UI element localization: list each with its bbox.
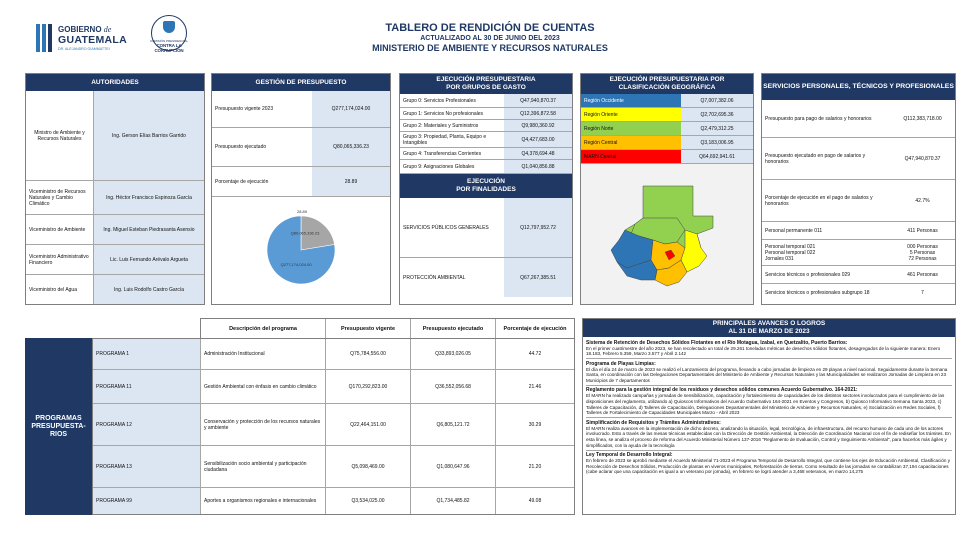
region-row bbox=[581, 94, 753, 108]
presupuesto-ejecutado-label: Presupuesto ejecutado bbox=[215, 144, 267, 150]
region-label: Región Oriente bbox=[581, 108, 681, 121]
programa-name: PROGRAMA 12 bbox=[93, 404, 201, 445]
servicios-pago-value: Q112,383,718.00 bbox=[903, 115, 942, 122]
programas-header-row bbox=[200, 318, 575, 338]
region-value: Q2,702,695.36 bbox=[681, 108, 753, 121]
grupo-gasto-value: Q4,378,694.48 bbox=[504, 148, 572, 159]
programa-desc: Sensibilización socio ambiental y participación ciudadana bbox=[201, 446, 326, 487]
avance-body: El MARN realiza avances en la implementación de dicho decreto, analizando la situación, legal, tecnológica, de infraestructura, del recurso humano de cada uno de los actores involucrado. Esto a través de las mesas técnicas establecidas con la Dirección de Gestión Ambiental, la Dirección de Coordinación Nacional con el fin de redisefiar los trámites. En esta línea, se analiza el proceso de reforma del Acuerdo Ministerial Número 137-2016 "Reglamento de Evaluación, Control y Seguimiento Ambiental", para hacerlos más ágiles y simplificados, con la ayuda de la tecnología bbox=[586, 425, 951, 448]
servicios-ejecutado-row bbox=[762, 138, 955, 180]
grupo-gasto-value: Q47,940,870.37 bbox=[504, 94, 572, 107]
avances-panel bbox=[582, 318, 956, 515]
servicios-header: SERVICIOS PERSONALES, TÉCNICOS Y PROFESIONALES bbox=[762, 74, 955, 100]
autoridades-header: AUTORIDADES bbox=[26, 74, 204, 91]
servicios-temporal-row bbox=[762, 240, 955, 266]
finalidad-value: Q12,797,952.72 bbox=[504, 198, 572, 257]
autoridad-cargo: Viceministro del Agua bbox=[26, 275, 94, 304]
avance-heading: Simplificación de Requisitos y Trámites Administrativos: bbox=[586, 419, 721, 426]
finalidad-value: Q67,267,385.51 bbox=[504, 258, 572, 297]
programas-side-label: PROGRAMAS PRESUPUESTA-RIOS bbox=[25, 338, 92, 515]
presupuesto-ejecutado-value: Q80,065,336.23 bbox=[312, 128, 390, 166]
servicios-tecnicos-label: Servicios técnicos o profesionales 029 bbox=[765, 271, 851, 278]
grupo-gasto-row bbox=[400, 132, 572, 148]
logo-gov-line2: GUATEMALA bbox=[58, 34, 127, 46]
programa-ejecutado: Q1,080,647.96 bbox=[411, 446, 496, 487]
columns-icon bbox=[36, 24, 54, 52]
avance-body: En febrero de 2023 se aprobó mediante el Acuerdo Ministerial 71-2023 el Programa Temporal de Desarrollo Integral, que contiene los ejes de Educación Ambiental, Clasificación y Recolección de Desechos Sólidos, Producción de plantas en viveros municipales, Reforestación de tierras. Como resultado de las jornadas se contabilizan 37,194 capacitaciones (cabe aclarar que una capacitación es igual a un veterano por jornada), en febrero se logró atender a 3,468 veteranos, en marzo 14,275 bbox=[586, 458, 951, 475]
geografica-title-2: CLASIFICACIÓN GEOGRÁFICA bbox=[618, 84, 716, 91]
avance-body: El MARN ha realizado campañas y jornadas de sensibilización, capacitación y fortalecimiento de capacidades de los distintos sectores involucrados para el cumplimiento de las disposiciones del reglamento, utilizando a) Quioscos Informativos del Acuerdo Gubernativo 164-2021 en Eventos y Congresos, b) Quiosco Informativo Semana Santa 2023, c) Talleres de Capacitación, d) Talleres de Capacitación, Delegaciones Departamentales del Ministerio de Ambiente y Recursos Naturales, e) Socialización en Redes Sociales, f) Talleres de Fortalecimiento de Capacidades Municipales Marzo - Abril 2023 bbox=[586, 393, 945, 416]
grupos-gasto-list bbox=[400, 94, 572, 174]
servicios-subgrupo-label: Servicios técnicos o profesionales subgrupo 18 bbox=[765, 290, 870, 296]
servicios-temporal-value-1: 000 Personas bbox=[907, 243, 938, 250]
servicios-porcentaje-row bbox=[762, 180, 955, 222]
programa-name: PROGRAMA 13 bbox=[93, 446, 201, 487]
avances-title-1: PRINCIPALES AVANCES O LOGROS bbox=[712, 320, 826, 327]
autoridad-row bbox=[26, 181, 204, 215]
autoridad-cargo: Viceministro de Recursos Naturales y Cambio Climático bbox=[26, 181, 94, 214]
programa-name: PROGRAMA 11 bbox=[93, 370, 201, 403]
grupo-gasto-label: Grupo 9: Asignaciones Globales bbox=[403, 163, 475, 170]
pie-label-ejecutado: Q80,065,336.23 bbox=[290, 230, 320, 236]
guatemala-map-icon bbox=[581, 164, 753, 304]
pie-label-top: 28.89 bbox=[297, 209, 308, 214]
region-row bbox=[581, 150, 753, 164]
grupo-gasto-row bbox=[400, 108, 572, 120]
programa-ejecutado: Q36,552,056.68 bbox=[411, 370, 496, 403]
region-value: Q2,479,312.25 bbox=[681, 122, 753, 135]
programas-header-vigente: Presupuesto vigente bbox=[326, 319, 411, 338]
servicios-permanente-row bbox=[762, 222, 955, 240]
geografica-title-1: EJECUCIÓN PRESUPUESTARIA POR bbox=[609, 76, 725, 83]
servicios-ejecutado-label: Presupuesto ejecutado en pago de salarios y honorarios bbox=[765, 152, 866, 165]
servicios-ejecutado-value: Q47,940,870.37 bbox=[904, 155, 941, 162]
programa-ejecutado: Q6,805,121.72 bbox=[411, 404, 496, 445]
programa-row bbox=[93, 404, 574, 446]
servicios-permanente-value: 411 Personas bbox=[907, 227, 938, 234]
programa-desc: Aportes a organismos regionales e internacionales bbox=[201, 488, 326, 514]
servicios-permanente-label: Personal permanente 011 bbox=[765, 227, 823, 234]
finalidad-label: SERVICIOS PÚBLICOS GENERALES bbox=[403, 224, 489, 231]
presupuesto-porcentaje-row bbox=[212, 167, 390, 197]
presupuesto-porcentaje-label: Porcentaje de ejecución bbox=[215, 178, 269, 185]
programa-row bbox=[93, 339, 574, 370]
servicios-panel bbox=[761, 73, 956, 305]
guatemala-map bbox=[581, 164, 753, 304]
logo-gov-de: de bbox=[103, 25, 112, 34]
servicios-subgrupo-row bbox=[762, 284, 955, 302]
autoridades-list bbox=[26, 91, 204, 304]
grupo-gasto-value: Q9,980,360.92 bbox=[504, 120, 572, 131]
autoridades-panel bbox=[25, 73, 205, 305]
page-subtitle: ACTUALIZADO AL 30 DE JUNIO DEL 2023 bbox=[420, 35, 560, 42]
programas-header-ejecutado: Presupuesto ejecutado bbox=[411, 319, 496, 338]
region-row bbox=[581, 136, 753, 150]
programa-pct: 44.72 bbox=[528, 351, 542, 357]
servicios-subgrupo-value: 7 bbox=[921, 290, 924, 296]
presupuesto-vigente-row bbox=[212, 91, 390, 128]
grupos-gasto-title-2: POR GRUPOS DE GASTO bbox=[446, 84, 526, 91]
grupo-gasto-label: Grupo 3: Propiedad, Planta, Equipo e Intangibles bbox=[403, 133, 487, 146]
presupuesto-panel bbox=[211, 73, 391, 305]
autoridad-row bbox=[26, 91, 204, 181]
programa-row bbox=[93, 446, 574, 488]
programas-table bbox=[92, 338, 575, 515]
geografica-list bbox=[581, 94, 753, 164]
servicios-porcentaje-value: 42.7% bbox=[915, 197, 930, 204]
programa-pct: 21.20 bbox=[528, 463, 542, 470]
region-value: Q64,692,941.61 bbox=[681, 150, 753, 163]
ministry-title: MINISTERIO DE AMBIENTE Y RECURSOS NATURALES bbox=[372, 43, 608, 53]
servicios-temporal-label-1: Personal temporal 021 bbox=[765, 243, 816, 250]
avance-item bbox=[586, 386, 952, 418]
finalidad-row bbox=[400, 258, 572, 297]
programa-ejecutado: Q1,734,485.82 bbox=[411, 488, 496, 514]
servicios-temporal-value-2: 5 Personas bbox=[909, 249, 936, 256]
avance-item bbox=[586, 338, 952, 359]
programa-vigente: Q170,292,823.00 bbox=[326, 370, 411, 403]
region-row bbox=[581, 122, 753, 136]
servicios-pago-label: Presupuesto para pago de salarios y honorarios bbox=[765, 115, 872, 122]
autoridad-row bbox=[26, 215, 204, 245]
avance-item bbox=[586, 418, 952, 450]
programa-ejecutado: Q33,893,026.05 bbox=[411, 339, 496, 369]
budget-pie-chart bbox=[212, 197, 390, 303]
grupos-gasto-title-1: EJECUCIÓN PRESUPUESTARIA bbox=[436, 76, 536, 83]
pie-label-vigente: Q277,174,024.00 bbox=[280, 262, 312, 268]
page-title: TABLERO DE RENDICIÓN DE CUENTAS bbox=[385, 22, 595, 34]
region-value: Q3,183,006.95 bbox=[681, 136, 753, 149]
shield-icon bbox=[163, 21, 175, 33]
servicios-temporal-label-3: Jornales 031 bbox=[765, 255, 794, 262]
avance-body: El día el día 24 de marzo de 2023 se realizó el Lanzamiento del programa, llevando a cabo jornadas de limpieza en 29 playas a nivel nacional. Seguidamente durante la Semana Santa, en coordinación con las Delegaciones Departamentales del Ministerio de Ambiente y Recursos Naturales y las Municipalidades se realizaron Jornadas de Limpieza en 23 Municipios de 7 departamentos bbox=[586, 366, 948, 383]
grupo-gasto-label: Grupo 1: Servicios No profesionales bbox=[403, 110, 484, 117]
avance-heading: Sistema de Retención de Desechos Sólidos Flotantes en el Río Motagua, Izabal, en Quetzalito, Puerto Barrios: bbox=[586, 339, 848, 346]
logo-comm-line2: CONTRA LA CORRUPCIÓN bbox=[154, 43, 184, 53]
programa-name: PROGRAMA 1 bbox=[93, 339, 201, 369]
avances-title-2: AL 31 DE MARZO DE 2023 bbox=[728, 328, 810, 335]
servicios-tecnicos-row bbox=[762, 266, 955, 284]
autoridad-cargo: Ministro de Ambiente y Recursos Naturales bbox=[26, 91, 94, 180]
presupuesto-header: GESTIÓN DE PRESUPUESTO bbox=[212, 74, 390, 91]
programa-desc: Administración Institucional bbox=[201, 339, 326, 369]
presupuesto-ejecutado-row bbox=[212, 128, 390, 167]
government-logo bbox=[36, 22, 136, 54]
geografica-header bbox=[581, 74, 753, 94]
programa-vigente: Q22,464,151.00 bbox=[326, 404, 411, 445]
grupo-gasto-value: Q1,040,856.88 bbox=[504, 160, 572, 173]
grupos-gasto-panel bbox=[399, 73, 573, 305]
region-value: Q7,007,382.06 bbox=[681, 94, 753, 107]
avance-item bbox=[586, 359, 952, 386]
avances-header bbox=[583, 319, 955, 337]
autoridad-nombre: Ing. Héctor Francisco Espinoza García bbox=[94, 181, 204, 214]
avance-heading: Reglamento para la gestión integral de los residuos y desechos sólidos comunes Acuerdo Gubernativo. 164-2021: bbox=[586, 387, 858, 394]
grupo-gasto-row bbox=[400, 94, 572, 108]
finalidades-title-2: POR FINALIDADES bbox=[456, 186, 516, 193]
servicios-porcentaje-label: Porcentaje de ejecución en el pago de salarios y honorarios bbox=[765, 194, 873, 207]
programa-desc: Gestión Ambiental con énfasis en cambio climático bbox=[201, 370, 326, 403]
finalidades-title-1: EJECUCIÓN bbox=[467, 178, 505, 185]
grupo-gasto-row bbox=[400, 148, 572, 160]
avance-heading: Programa de Playas Limpias: bbox=[586, 360, 656, 367]
programa-name: PROGRAMA 99 bbox=[93, 488, 201, 514]
finalidades-header bbox=[400, 174, 572, 198]
autoridad-row bbox=[26, 275, 204, 304]
avances-list bbox=[583, 337, 955, 478]
finalidad-row bbox=[400, 198, 572, 258]
programa-pct: 30.29 bbox=[528, 421, 542, 428]
servicios-pago-row bbox=[762, 100, 955, 138]
region-row bbox=[581, 108, 753, 122]
logo-gov-sub: DR. ALEJANDRO GIAMMATTEI bbox=[58, 47, 110, 51]
programa-pct: 49.08 bbox=[528, 498, 542, 504]
programa-vigente: Q5,098,469.00 bbox=[326, 446, 411, 487]
region-label: Región Occidente bbox=[581, 94, 681, 107]
geografica-panel bbox=[580, 73, 754, 305]
avance-body: En el primer cuatrimestre del año 2023, se han recolectado un total de 29.261 toneladas métricas de desechos sólidos flotantes, desagregados de la siguiente manera: Enero 18.183, Febrero 5.359, Marzo 3.577 y Abril 2.142 bbox=[586, 345, 941, 357]
grupos-gasto-header bbox=[400, 74, 572, 94]
autoridad-nombre: Ing. Luis Rodolfo Castro García bbox=[94, 275, 204, 304]
avance-heading: Ley Temporal de Desarrollo Integral: bbox=[586, 452, 673, 459]
commission-logo bbox=[143, 15, 195, 61]
grupo-gasto-row bbox=[400, 160, 572, 174]
programa-desc: Conservación y protección de los recursos naturales y ambiente bbox=[201, 404, 326, 445]
presupuesto-vigente-value: Q277,174,024.00 bbox=[312, 91, 390, 127]
grupo-gasto-label: Grupo 2: Materiales y Suministros bbox=[403, 122, 479, 129]
autoridad-row bbox=[26, 245, 204, 275]
programa-row bbox=[93, 370, 574, 404]
avance-item bbox=[586, 451, 952, 477]
programa-vigente: Q3,534,025.00 bbox=[326, 488, 411, 514]
servicios-temporal-value-3: 72 Personas bbox=[908, 255, 937, 262]
servicios-tecnicos-value: 461 Personas bbox=[907, 271, 938, 278]
region-label: Región Central bbox=[581, 136, 681, 149]
logo-comm-line1: COMISIÓN PRESIDENCIAL bbox=[149, 39, 188, 43]
grupo-gasto-value: Q4,427,683.00 bbox=[504, 132, 572, 147]
autoridad-nombre: Lic. Luis Fernando Arévalo Argueta bbox=[94, 245, 204, 274]
logo-gov-line1: GOBIERNO bbox=[58, 25, 102, 34]
region-label: Región Norte bbox=[581, 122, 681, 135]
autoridad-cargo: Viceministro de Ambiente bbox=[26, 215, 94, 244]
region-label: MARN Central bbox=[581, 150, 681, 163]
autoridad-nombre: Ing. Gerson Elías Barrios Garrido bbox=[94, 91, 204, 180]
finalidad-label: PROTECCIÓN AMBIENTAL bbox=[403, 274, 466, 281]
pie-chart-area bbox=[212, 197, 390, 303]
grupo-gasto-label: Grupo 4: Transferencias Corrientes bbox=[403, 150, 482, 157]
programa-row bbox=[93, 488, 574, 514]
programas-header-pct: Porcentaje de ejecución bbox=[503, 325, 567, 332]
grupo-gasto-label: Grupo 0: Servicios Profesionales bbox=[403, 97, 476, 104]
grupo-gasto-row bbox=[400, 120, 572, 132]
autoridad-nombre: Ing. Miguel Esteban Piedrasanta Asensio bbox=[94, 215, 204, 244]
programa-pct: 21.46 bbox=[528, 383, 542, 390]
servicios-temporal-label-2: Personal temporal 022 bbox=[765, 249, 816, 256]
programa-vigente: Q75,784,556.00 bbox=[326, 339, 411, 369]
programas-panel bbox=[25, 318, 575, 515]
autoridad-cargo: Viceministro Administrativo Financiero bbox=[26, 245, 94, 274]
grupo-gasto-value: Q12,396,872.58 bbox=[504, 108, 572, 119]
presupuesto-vigente-label: Presupuesto vigente 2023 bbox=[215, 106, 274, 112]
programas-header-desc: Descripción del programa bbox=[201, 319, 326, 338]
presupuesto-porcentaje-value: 28.89 bbox=[312, 167, 390, 196]
